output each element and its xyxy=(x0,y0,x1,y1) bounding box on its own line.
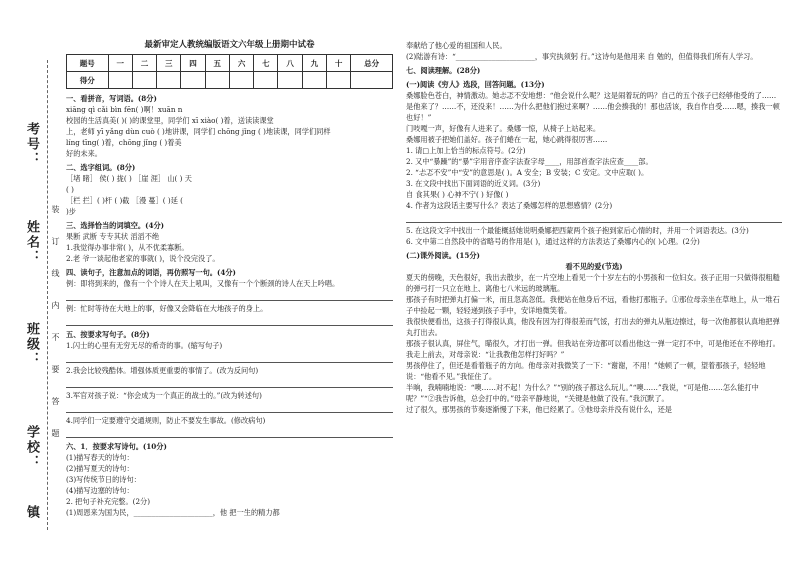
section-2-title: 二、选字组词。(8分) xyxy=(66,163,136,172)
reading-2-title: (二)课外阅读。(15分) xyxy=(406,251,480,260)
table-cell: 题号 xyxy=(67,55,109,72)
table-cell: 一 xyxy=(108,55,132,72)
answer-line[interactable] xyxy=(66,403,393,413)
r1-question: 2. 又中“暴躁”的“暴”字用音序查字法查字母____，用部首查字法应查____部。 xyxy=(406,157,653,166)
score-cell[interactable] xyxy=(327,72,351,89)
continued-line: 奉献给了他心爱的祖国和人民。 xyxy=(406,41,507,50)
table-cell: 三 xyxy=(157,55,181,72)
score-cell[interactable] xyxy=(351,72,393,89)
s6-question: 2. 把句子补充完整。(2分) xyxy=(66,497,151,506)
r1-question: 3. 在文段中找出下面词语的近义词。(3分) xyxy=(406,179,541,188)
s2-line: ［堵 睹］ 侯( ) 拢( ) ［崖 涯］ 山( ) 天 xyxy=(66,174,192,183)
s6-question: (2)描写夏天的诗句： xyxy=(66,464,134,473)
section-3-title: 三、选择恰当的词填空。(4分) xyxy=(66,221,165,230)
section-5-title: 五、按要求写句子。(8分) xyxy=(66,330,150,339)
section-6-title: 六、1．按要求写诗句。(10分) xyxy=(66,442,167,451)
s5-question: 2.我会比较残酷体。增强体质更重要的事情了。(改为反问句) xyxy=(66,366,259,375)
exam-no-label: 考号： xyxy=(24,122,39,167)
score-cell[interactable] xyxy=(278,72,302,89)
table-cell: 得分 xyxy=(67,72,109,89)
essay-paragraph: 我很快便看出，这孩子打得很认真，他没有因为打得很差而气馁，打出去的弹丸从瓶边擦过，每一次他都很认真地把弹丸打出去。 xyxy=(406,317,780,337)
table-cell: 十 xyxy=(327,55,351,72)
answer-line[interactable] xyxy=(66,353,393,363)
s4-example: 例：忙时等待在大地上的事，好像又会降临在大地孩子的身上。 xyxy=(66,304,268,313)
s1-line: xiāng qì cǎi bìn fēn( )啊！xuān n xyxy=(66,105,183,114)
seal-line xyxy=(47,60,48,530)
s6-question: (1)描写春天的诗句： xyxy=(66,453,134,462)
s2-line: ［栏 拦］( )杆 ( )截 ［漫 蔓］( )延 ( xyxy=(66,196,183,205)
s5-question: 1.闪士的心里有无穷无尽的希奇的事。(缩写句子) xyxy=(66,341,223,350)
score-table-header-row xyxy=(67,55,393,72)
score-cell[interactable] xyxy=(254,72,278,89)
reading-1-title: (一)阅读《穷人》选段，回答问题。(13分) xyxy=(406,80,545,89)
table-cell: 四 xyxy=(181,55,205,72)
score-table xyxy=(66,54,393,89)
s1-line: 上，老师 yī yǎng dùn cuò ( )地讲课，同学们 chōng jǐng ( )地读课，同学们同样 xyxy=(66,127,331,136)
score-cell[interactable] xyxy=(181,72,205,89)
table-cell: 六 xyxy=(229,55,253,72)
answer-line[interactable] xyxy=(406,213,782,223)
binding-column xyxy=(0,0,62,562)
name-label: 姓名： xyxy=(24,220,39,265)
table-cell: 八 xyxy=(278,55,302,72)
answer-line[interactable] xyxy=(66,291,393,301)
r1-question: 6. 文中第二自然段中的省略号的作用是( )，通过这样的方法表达了桑娜内心的( )心理。(2分) xyxy=(406,237,700,246)
answer-line[interactable] xyxy=(66,378,393,388)
table-cell: 五 xyxy=(205,55,229,72)
s3-words: 果断 武断 专专其状 滔滔不绝 xyxy=(66,232,160,241)
left-column xyxy=(66,40,393,518)
s3-question: 1.我觉得办事非常( )，从不优柔寡断。 xyxy=(66,243,189,252)
essay-paragraph: 男孩停住了，但还是看着瓶子的方向。他母亲对我微笑了一下：“谢谢，不用！”她顿了一顿，望着那孩子，轻轻地说：“他看不见。”我怔住了。 xyxy=(406,361,766,381)
answer-line[interactable] xyxy=(66,428,393,438)
table-cell: 二 xyxy=(132,55,156,72)
s2-line: ( ) xyxy=(66,185,74,194)
town-label: 镇 xyxy=(24,505,39,520)
school-label: 学校： xyxy=(24,425,39,470)
s5-question: 4.同学们一定要遵守交通规则，防止不要发生事故。(修改病句) xyxy=(66,416,266,425)
r1-question: 4. 作者为这段话主要写什么？表达了桑娜怎样的思想感情？(2分) xyxy=(406,201,613,210)
passage-paragraph: 桑娜用被子把她们盖好。孩子们蜷在一起，她心跳得很厉害…… xyxy=(406,135,608,144)
passage-paragraph: 门吱嘎一声，好像有人进来了。桑娜一惊，从椅子上站起来。 xyxy=(406,124,601,133)
continued-line: (2)陆游有诗：“______________________，事究执须躬 行。”这诗句是他用来 自 勉的，但值得我们所有人学习。 xyxy=(406,52,758,61)
passage-paragraph: 桑娜脸色苍白，神情激动。她忐忑不安地想：“他会说什么呢？这是闹着玩的吗？自己的五个孩子已经够他受的了……是他来了？……不，还没来！……为什么把他们抱过来啊？……他会揍我的！那也活该，我自作自受……嗯，揍我一顿也好！” xyxy=(406,91,780,122)
s6-question: (3)写传统节日的诗句： xyxy=(66,475,141,484)
table-cell: 总分 xyxy=(351,55,393,72)
table-cell: 七 xyxy=(254,55,278,72)
s4-example: 例：即将到来的，像有一个个诗人在天上吼叫，又像有一个个断颈的诗人在天上吟唱。 xyxy=(66,279,340,288)
score-cell[interactable] xyxy=(108,72,132,89)
score-cell[interactable] xyxy=(132,72,156,89)
score-cell[interactable] xyxy=(205,72,229,89)
answer-line[interactable] xyxy=(66,316,393,326)
s1-line: 好的未来。 xyxy=(66,149,102,158)
essay-paragraph: 那孩子有时把弹丸打偏一米，而且忽高忽低。我便站在他身后不远，看他打那瓶子。①那位母亲坐在草地上，从一堆石子中捡起一颗，轻轻递到孩子手中，安详地微笑着。 xyxy=(406,295,780,315)
seal-text: 装订线内不要答题 xyxy=(51,205,60,461)
r1-question: 5. 在这段文字中找出一个最能概括她说明桑娜把西蒙两个孩子抱到家后心情的时，并用一个词语表达。(3分) xyxy=(406,226,749,235)
section-7-title: 七、阅读理解。(28分) xyxy=(406,66,481,75)
s6-question: (4)描写边塞的诗句： xyxy=(66,486,134,495)
page-title: 最新审定人教统编版语文六年级上册期中试卷 xyxy=(144,40,315,50)
s1-line: líng tīng( )着，chōng jǐng ( )着美 xyxy=(66,138,182,147)
s2-line: )步 xyxy=(66,207,76,216)
s3-question: 2.老 爷一谈起他老家的事就( )，说个没完没了。 xyxy=(66,254,220,263)
essay-paragraph: 过了很久，那男孩的节奏逐渐慢了下来，他已经累了。③他母亲并没有说什么，还是 xyxy=(406,405,672,414)
essay-title: 看不见的爱(节选) xyxy=(565,262,623,271)
r1-question: 2. “忐忑不安”中“安”的意思是( )。A 安全；B 安装；C 安定。文中应取( )。 xyxy=(406,168,649,177)
s5-question: 3.军官对孩子说：“你会成为一个真正的战士的。”(改为转述句) xyxy=(66,391,262,400)
s6-question: (1)周恩来为国为民，______________________，他 把一生的精力都 xyxy=(66,508,280,517)
table-cell: 九 xyxy=(302,55,326,72)
section-1-title: 一、看拼音，写词语。(8分) xyxy=(66,94,157,103)
right-column xyxy=(406,40,782,415)
essay-paragraph: 半晌，我喃喃地说：“噢……对不起！为什么？”“别的孩子都这么玩儿。”“噢……”我说，“可是他……怎么能打中呢？”“②我告诉他，总会打中的。”母亲平静地说，“关键是他做了没有。”我沉默了。 xyxy=(406,383,759,403)
score-cell[interactable] xyxy=(229,72,253,89)
score-cell[interactable] xyxy=(302,72,326,89)
r1-question: 自 食其果( ) 心神不宁( ) 好像( ) xyxy=(406,190,509,199)
class-label: 班级： xyxy=(24,322,39,367)
score-cell[interactable] xyxy=(157,72,181,89)
essay-paragraph: 那孩子很认真，屏住气，瞄很久，才打出一弹。但我站在旁边都可以看出他这一弹一定打不中，可是他还在不停地打。我走上前去，对母亲说：“让我教他怎样打好吗？” xyxy=(406,339,780,359)
essay-paragraph: 夏天的傍晚，天色很好，我出去散步，在一片空地上看见一个十岁左右的小男孩和一位妇女。孩子正用一只做得很粗糙的弹弓打一只立在地上、离他七八米远的玻璃瓶。 xyxy=(406,273,780,293)
r1-question: 1. 请□上加上恰当的标点符号。(2分) xyxy=(406,146,526,155)
section-4-title: 四、读句子，注意加点的词语，再仿照写一句。(4分) xyxy=(66,268,236,277)
s1-line: 校园的生活真美( )( )的课堂里，同学们 xī xiào( )着，送读读课堂 xyxy=(66,116,274,125)
score-table-score-row xyxy=(67,72,393,89)
